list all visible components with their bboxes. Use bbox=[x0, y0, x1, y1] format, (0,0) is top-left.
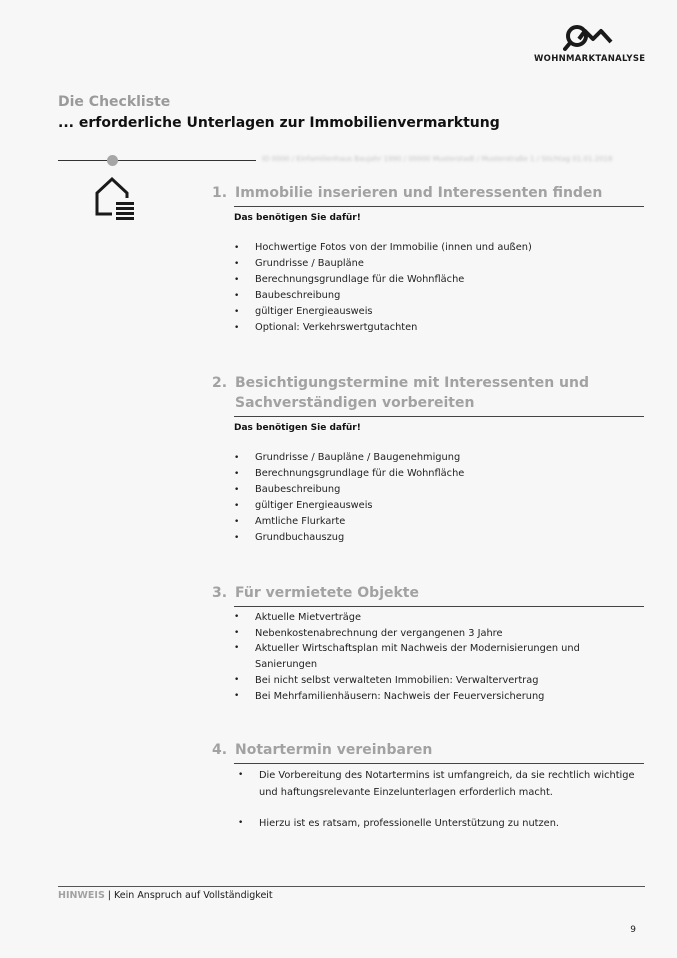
section-title-line: Immobilie inserieren und Interessenten finden bbox=[235, 185, 603, 201]
list-item: • Hochwertige Fotos von der Immobilie (innen und außen) bbox=[234, 240, 644, 256]
section-1 bbox=[212, 183, 644, 336]
section-number: 1. bbox=[212, 185, 228, 201]
list-item: • Nebenkostenabrechnung der vergangenen 3 Jahre bbox=[234, 626, 644, 642]
list-item: • Berechnungsgrundlage für die Wohnfläche bbox=[234, 272, 644, 288]
list-item: • Amtliche Flurkarte bbox=[234, 514, 644, 530]
section-rule bbox=[234, 206, 644, 207]
blurred-property-reference: ID 0000 / Einfamilienhaus Baujahr 1990 / 00000 Musterstadt / Musterstraße 1 / Stichtag 01.01.2018 bbox=[262, 155, 613, 163]
footer-hint-text: Kein Anspruch auf Vollständigkeit bbox=[114, 890, 273, 901]
section-3 bbox=[212, 583, 644, 704]
checklist bbox=[212, 450, 644, 546]
list-item: • Grundrisse / Baupläne bbox=[234, 256, 644, 272]
list-item: • Grundbuchauszug bbox=[234, 530, 644, 546]
list-item: • Grundrisse / Baupläne / Baugenehmigung bbox=[234, 450, 644, 466]
section-title-line: Für vermietete Objekte bbox=[235, 585, 419, 601]
list-item: • gültiger Energieausweis bbox=[234, 304, 644, 320]
footer-note bbox=[58, 890, 273, 901]
magnifier-house-icon bbox=[563, 24, 615, 52]
list-item: • Die Vorbereitung des Notartermins ist umfangreich, da sie rechtlich wichtige und haftungsrelevante Einzelunterlagen erforderlich macht. bbox=[234, 767, 644, 801]
section-number: 4. bbox=[212, 742, 228, 758]
section-rule bbox=[234, 416, 644, 417]
checklist bbox=[212, 610, 644, 704]
house-checklist-icon bbox=[94, 176, 136, 222]
list-item: • Aktueller Wirtschaftsplan mit Nachweis der Modernisierungen und Sanierungen bbox=[234, 641, 644, 672]
list-item: • Berechnungsgrundlage für die Wohnfläche bbox=[234, 466, 644, 482]
list-item: • Optional: Verkehrswertgutachten bbox=[234, 320, 644, 336]
footer-separator: | bbox=[104, 890, 115, 901]
list-item: • Bei Mehrfamilienhäusern: Nachweis der Feuerversicherung bbox=[234, 689, 644, 705]
page-title: ... erforderliche Unterlagen zur Immobilienvermarktung bbox=[58, 115, 500, 131]
section-title bbox=[212, 583, 644, 603]
section-rule bbox=[234, 763, 644, 764]
brand-logo bbox=[534, 24, 644, 64]
page-kicker: Die Checkliste bbox=[58, 94, 171, 110]
section-title-line: Sachverständigen vorbereiten bbox=[235, 395, 475, 411]
checklist bbox=[212, 240, 644, 336]
logo-text: WOHNMARKTANALYSE bbox=[534, 54, 646, 64]
section-2 bbox=[212, 373, 644, 546]
section-title bbox=[212, 373, 644, 413]
section-title bbox=[212, 740, 644, 760]
page-number: 9 bbox=[630, 925, 636, 935]
section-number: 2. bbox=[212, 375, 228, 391]
divider-dot bbox=[107, 155, 118, 166]
section-number: 3. bbox=[212, 585, 228, 601]
section-title bbox=[212, 183, 644, 203]
section-title-line: Notartermin vereinbaren bbox=[235, 742, 433, 758]
list-item: • Hierzu ist es ratsam, professionelle Unterstützung zu nutzen. bbox=[234, 815, 644, 832]
list-item: • gültiger Energieausweis bbox=[234, 498, 644, 514]
list-item: • Bei nicht selbst verwalteten Immobilien: Verwaltervertrag bbox=[234, 673, 644, 689]
section-subheading: Das benötigen Sie dafür! bbox=[234, 423, 361, 433]
footer-rule bbox=[58, 886, 645, 887]
footer-hint-label: HINWEIS bbox=[58, 890, 105, 901]
section-rule bbox=[234, 606, 644, 607]
section-title-line: Besichtigungstermine mit Interessenten und bbox=[235, 375, 590, 391]
list-item: • Aktuelle Mietverträge bbox=[234, 610, 644, 626]
header-divider bbox=[58, 160, 256, 161]
list-item: • Baubeschreibung bbox=[234, 288, 644, 304]
section-4 bbox=[212, 740, 644, 832]
checklist bbox=[212, 767, 644, 832]
section-subheading: Das benötigen Sie dafür! bbox=[234, 213, 361, 223]
list-item: • Baubeschreibung bbox=[234, 482, 644, 498]
